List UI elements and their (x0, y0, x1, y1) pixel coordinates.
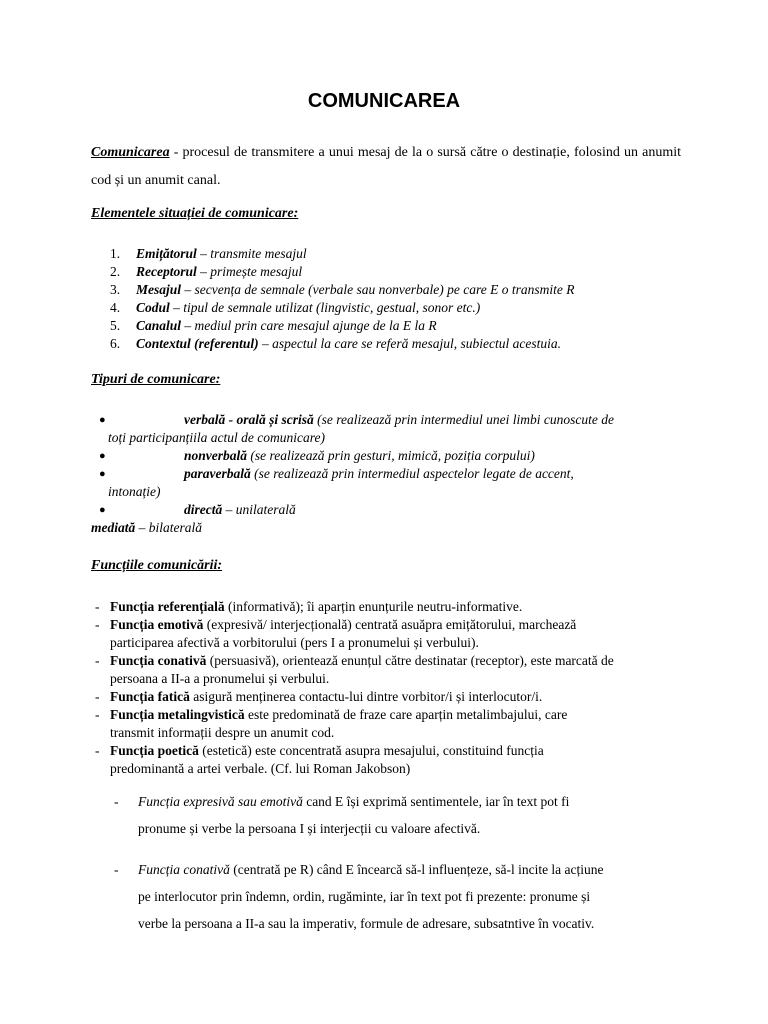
bullet-icon: ● (99, 504, 106, 516)
list-item: ● directă – unilaterală (99, 502, 296, 517)
list-item: - Funcția poetică (estetică) este concentrată asupra mesajului, constituind funcția predominantă a artei verbale. (Cf. lui Roman Jakobson) (95, 743, 544, 776)
dash-icon: - (95, 743, 100, 758)
dash-icon: - (114, 794, 119, 809)
bullet-icon: ● (99, 414, 106, 426)
list-item: 4. Codul – tipul de semnale utilizat (lingvistic, gestual, sonor etc.) (110, 300, 481, 315)
subfunction-item: - Funcția conativă (centrată pe R) când E încearcă să-l influențeze, să-l incite la acțiune pe interlocutor prin îndemn, ordin, rugăminte, iar în text pot fi prezente: pronume și verbe la persoana a II-a sau la imperativ, formule de adresare, subsatntive în vocativ. (114, 856, 674, 937)
subfunction-item: - Funcția expresivă sau emotivă cand E își exprimă sentimentele, iar în text pot fi pronume și verbe la persoana I și interjecții cu valoare afectivă. (114, 788, 674, 842)
list-item-continuation: intonație) (108, 484, 161, 499)
definition-paragraph (91, 139, 681, 195)
bullet-icon: ● (99, 450, 106, 462)
types-heading: Tipuri de comunicare: (91, 372, 221, 387)
functions-list (95, 598, 685, 778)
dash-icon: - (95, 689, 100, 704)
dash-icon: - (95, 617, 100, 632)
definition-text: - procesul de transmitere a unui mesaj de la o sursă către o destinație, folosind un anumit cod și un anumit canal. (91, 145, 681, 188)
list-item: - Funcția conativă (persuasivă), orientează enunțul către destinatar (receptor), este marcată de persoana a II-a a pronumelui și verbului. (95, 653, 614, 686)
list-item: ● verbală - orală și scrisă (se realizează prin intermediul unei limbi cunoscute de (99, 412, 614, 427)
bullet-icon: ● (99, 468, 106, 480)
list-item: 5. Canalul – mediul prin care mesajul ajunge de la E la R (110, 318, 437, 333)
types-list (91, 411, 691, 537)
list-item: mediată – bilaterală (91, 520, 202, 535)
list-item: 2. Receptorul – primește mesajul (110, 264, 303, 279)
list-item: 1. Emițătorul – transmite mesajul (110, 246, 307, 261)
list-item-continuation: toți participanțiila actul de comunicare) (108, 430, 325, 445)
definition-term: Comunicarea (91, 145, 170, 160)
dash-icon: - (95, 707, 100, 722)
list-item: ● paraverbală (se realizează prin intermediul aspectelor legate de accent, (99, 466, 574, 481)
list-item: - Funcția referențială (informativă); îi aparțin enunțurile neutru-informative. (95, 599, 523, 614)
page-title: COMUNICAREA (307, 90, 461, 112)
list-item: ● nonverbală (se realizează prin gesturi, mimică, poziția corpului) (99, 448, 535, 463)
list-item: - Funcția emotivă (expresivă/ interjecțională) centrată asuăpra emițătorului, marchează participarea afectivă a vorbitorului (pers I a pronumelui și verbului). (95, 617, 577, 650)
elements-heading: Elementele situației de comunicare: (91, 206, 299, 221)
functions-heading: Funcțiile comunicării: (91, 558, 223, 573)
dash-icon: - (95, 599, 100, 614)
list-item: 6. Contextul (referentul) – aspectul la care se referă mesajul, subiectul acestuia. (110, 336, 561, 351)
elements-list (110, 245, 575, 353)
dash-icon: - (95, 653, 100, 668)
list-item: - Funcția metalingvistică este predominată de fraze care aparțin metalimbajului, care transmit informații despre un anumit cod. (95, 707, 568, 740)
dash-icon: - (114, 862, 119, 877)
list-item: - Funcția fatică asigură menținerea contactu-lui dintre vorbitor/i și interlocutor/i. (95, 689, 543, 704)
list-item: 3. Mesajul – secvența de semnale (verbale sau nonverbale) pe care E o transmite R (110, 282, 575, 297)
